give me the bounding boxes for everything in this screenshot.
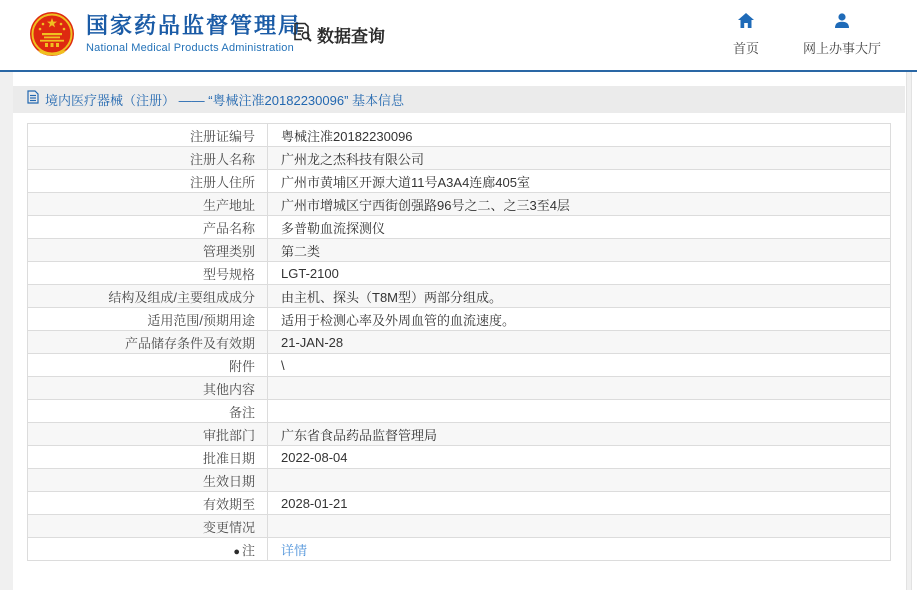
- field-label: 型号规格: [28, 262, 268, 285]
- table-row: [28, 124, 891, 147]
- field-label: 适用范围/预期用途: [28, 308, 268, 331]
- field-label: 生产地址: [28, 193, 268, 216]
- field-value: 粤械注准20182230096: [268, 124, 891, 147]
- field-label: 注: [241, 542, 255, 558]
- field-value: 第二类: [268, 239, 891, 262]
- field-label: 其他内容: [28, 377, 268, 400]
- field-value: 广州市黄埔区开源大道11号A3A4连廊405室: [268, 170, 891, 193]
- table-row: [28, 400, 891, 423]
- content-panel: [13, 72, 905, 590]
- field-label: 批准日期: [28, 446, 268, 469]
- table-row: [28, 423, 891, 446]
- data-query-label: 数据查询: [317, 27, 385, 46]
- table-row: [28, 308, 891, 331]
- table-row: [28, 377, 891, 400]
- field-label: 审批部门: [28, 423, 268, 446]
- table-row: [28, 515, 891, 538]
- table-row: [28, 331, 891, 354]
- table-row: [28, 492, 891, 515]
- field-value: \: [268, 354, 891, 377]
- scrollbar[interactable]: [906, 72, 912, 590]
- field-value: [268, 400, 891, 423]
- field-label: 注册人名称: [28, 147, 268, 170]
- field-value: 由主机、探头（T8M型）两部分组成。: [268, 285, 891, 308]
- field-value: 广州市增城区宁西街创强路96号之二、之三3至4层: [268, 193, 891, 216]
- field-label: 变更情况: [28, 515, 268, 538]
- registration-info-table: [27, 123, 891, 561]
- national-emblem-logo: [28, 10, 76, 58]
- table-row-note: [28, 538, 891, 561]
- field-value: 2028-01-21: [268, 492, 891, 515]
- page-edge-left: [0, 72, 13, 590]
- page-header: [0, 0, 917, 70]
- table-row: [28, 170, 891, 193]
- nav-home-label: 首页: [732, 41, 759, 56]
- field-label: 结构及组成/主要组成成分: [28, 285, 268, 308]
- nav-online-hall-label: 网上办事大厅: [802, 41, 881, 56]
- field-value: 适用于检测心率及外周血管的血流速度。: [268, 308, 891, 331]
- org-name-cn: 国家药品监督管理局: [86, 13, 303, 38]
- breadcrumb-text: 境内医疗器械（注册） —— “粤械注准20182230096” 基本信息: [45, 93, 405, 108]
- org-title-block: [86, 13, 302, 54]
- document-search-icon: [291, 21, 313, 48]
- table-row: [28, 239, 891, 262]
- table-row: [28, 354, 891, 377]
- nav-online-hall[interactable]: [803, 12, 881, 57]
- data-query-section: [291, 21, 385, 48]
- field-label: 有效期至: [28, 492, 268, 515]
- field-label: 注册证编号: [28, 124, 268, 147]
- field-value: 2022-08-04: [268, 446, 891, 469]
- nav-home[interactable]: [733, 12, 759, 57]
- field-label: 管理类别: [28, 239, 268, 262]
- field-label: 注册人住所: [28, 170, 268, 193]
- field-label: 产品名称: [28, 216, 268, 239]
- table-row: [28, 262, 891, 285]
- header-nav: [733, 12, 881, 57]
- field-value: 21-JAN-28: [268, 331, 891, 354]
- table-row: [28, 216, 891, 239]
- note-icon: ●: [233, 545, 240, 558]
- org-name-en: National Medical Products Administration: [86, 42, 294, 54]
- field-label: 产品储存条件及有效期: [28, 331, 268, 354]
- field-label: 生效日期: [28, 469, 268, 492]
- field-value: 广东省食品药品监督管理局: [268, 423, 891, 446]
- field-value: 广州龙之杰科技有限公司: [268, 147, 891, 170]
- detail-link[interactable]: 详情: [281, 542, 308, 558]
- table-row: [28, 147, 891, 170]
- table-row: [28, 469, 891, 492]
- table-row: [28, 446, 891, 469]
- field-value: [268, 515, 891, 538]
- breadcrumb: [13, 86, 905, 113]
- field-label: 附件: [28, 354, 268, 377]
- field-label: 备注: [28, 400, 268, 423]
- field-value: 多普勒血流探测仪: [268, 216, 891, 239]
- content-area: [0, 72, 917, 590]
- field-value: LGT-2100: [268, 262, 891, 285]
- field-value: [268, 469, 891, 492]
- home-icon: [737, 12, 755, 34]
- document-icon: [27, 90, 39, 109]
- user-icon: [833, 12, 851, 34]
- table-row: [28, 285, 891, 308]
- field-value: [268, 377, 891, 400]
- table-row: [28, 193, 891, 216]
